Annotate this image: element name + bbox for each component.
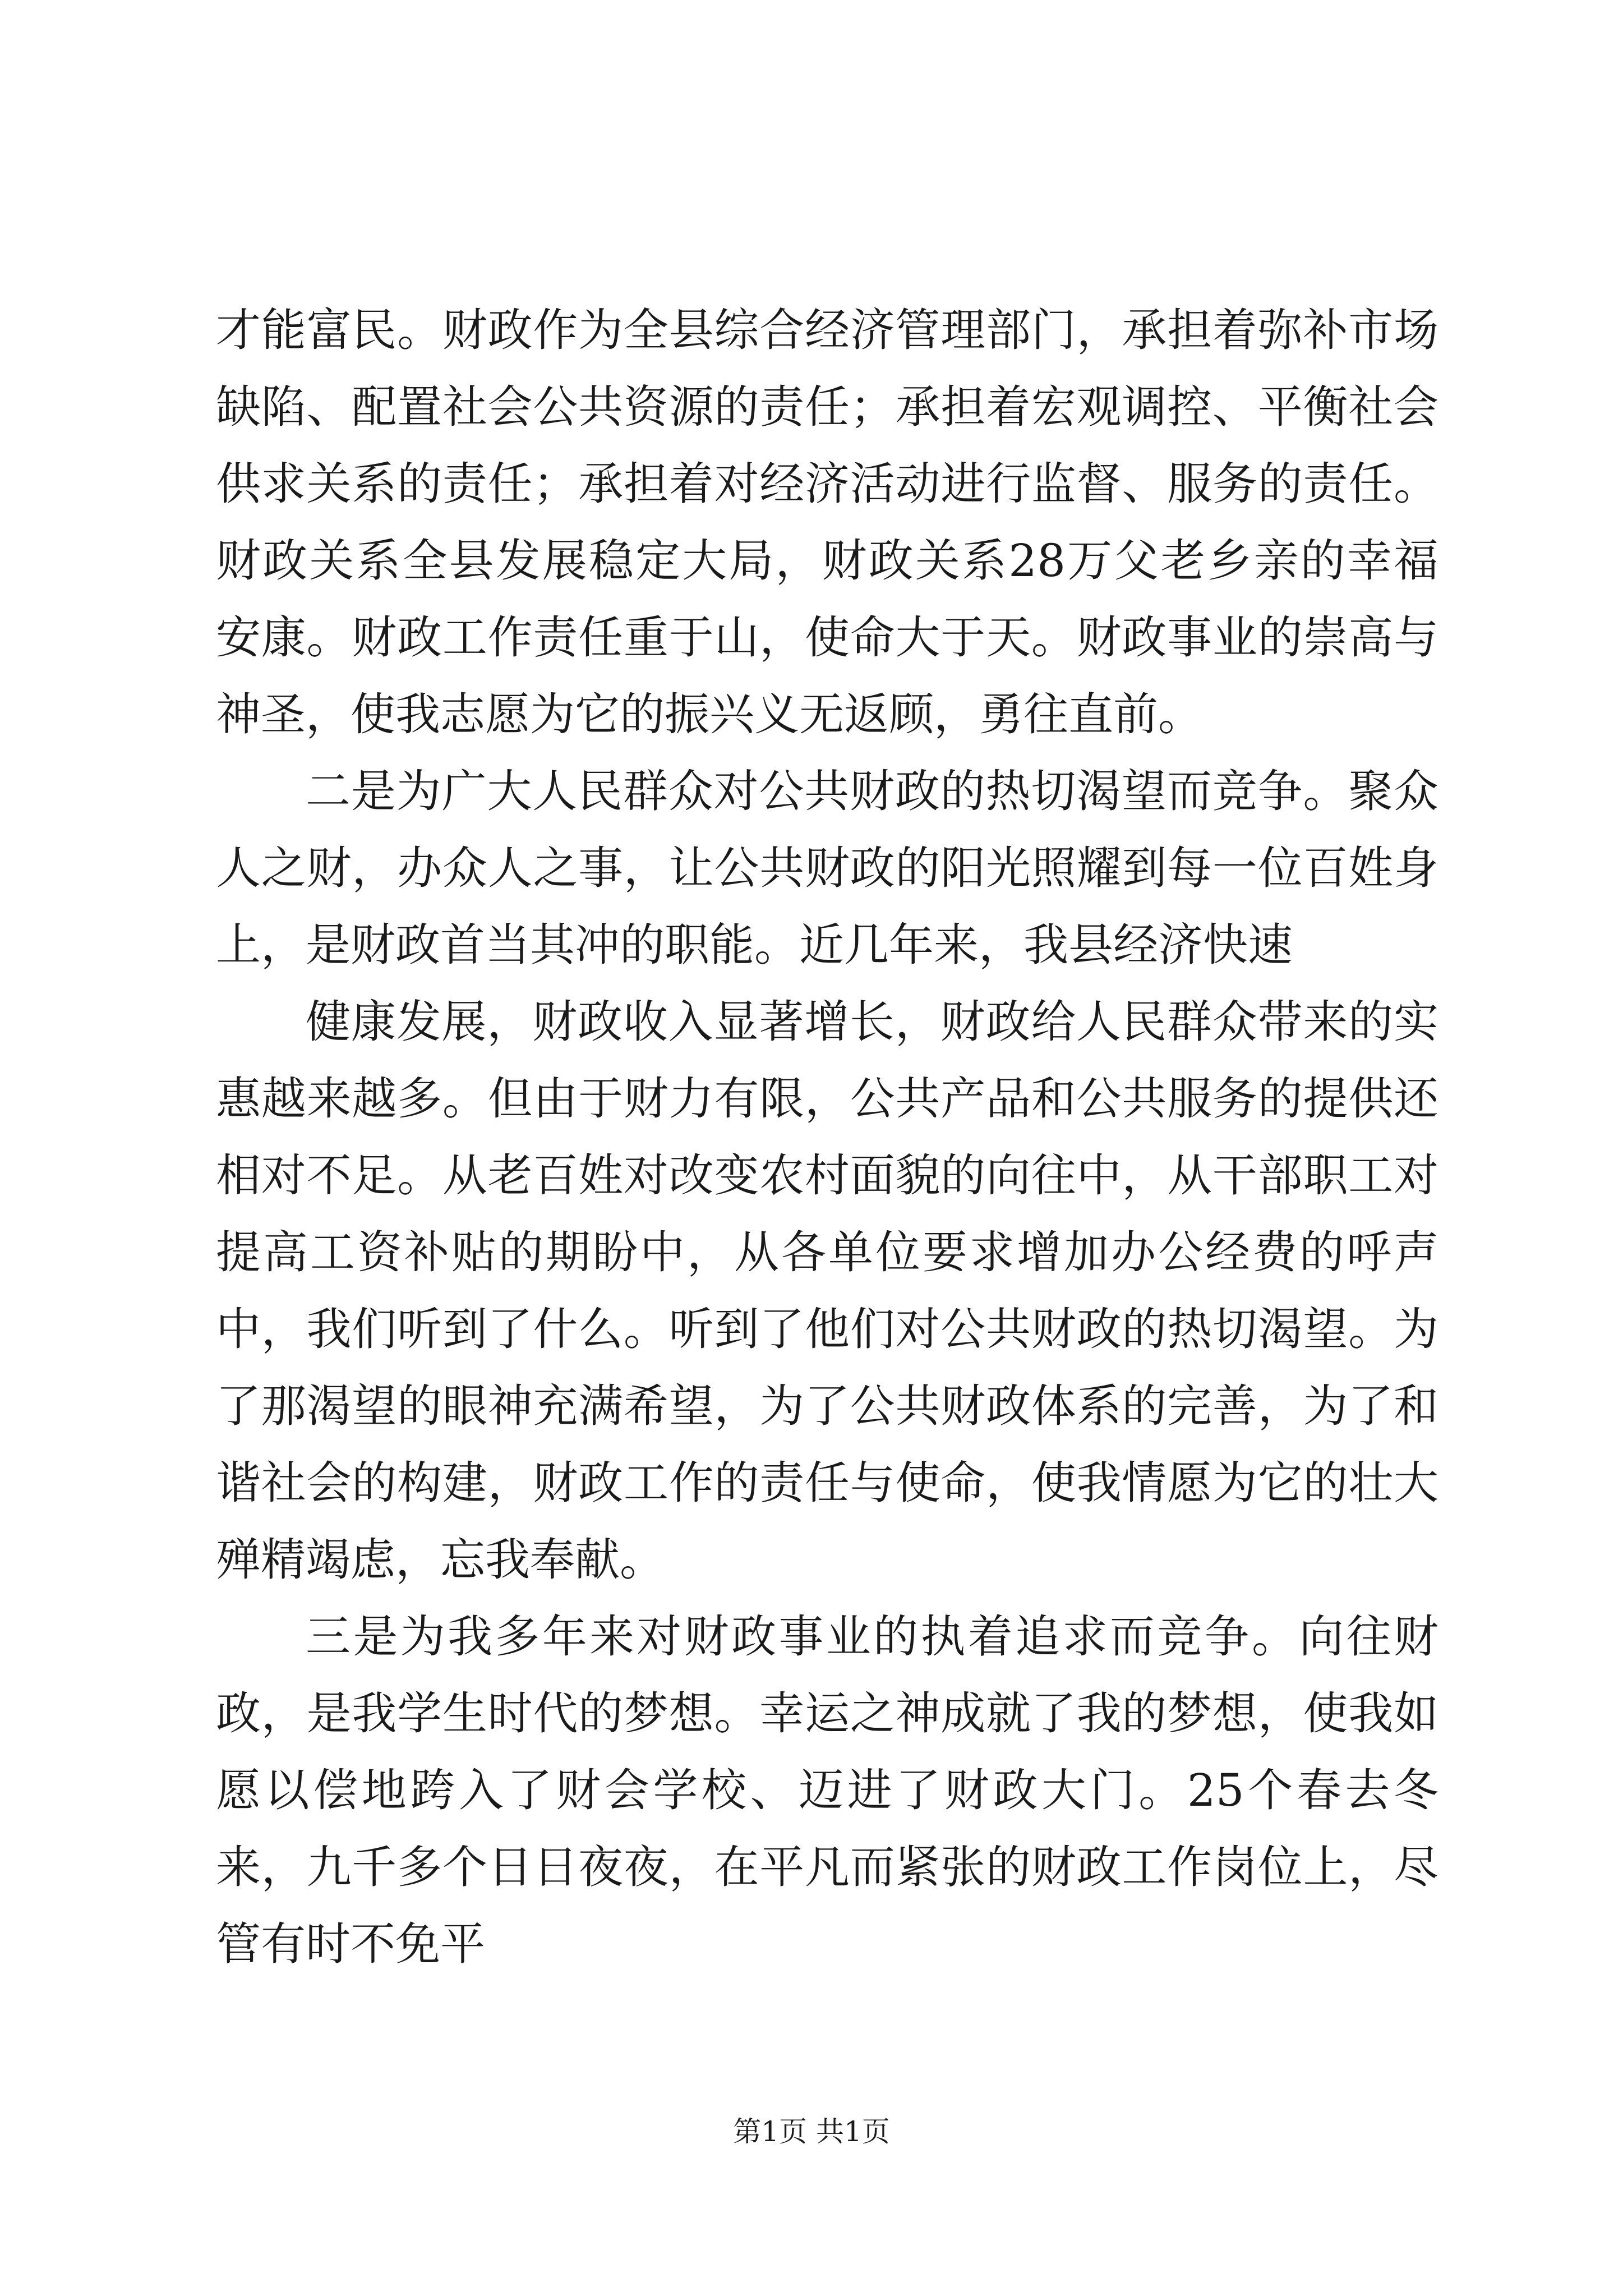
paragraph-3: 健康发展，财政收入显著增长，财政给人民群众带来的实惠越来越多。但由于财力有限，公共产品和公共服务的提供还相对不足。从老百姓对改变农村面貌的向往中，从干部职工对提高工资补贴的期盼中，从各单位要求增加办公经费的呼声中，我们听到了什么。听到了他们对公共财政的热切渴望。为了那渴望的眼神充满希望，为了公共财政体系的完善，为了和谐社会的构建，财政工作的责任与使命，使我情愿为它的壮大殚精竭虑，忘我奉献。 xyxy=(216,996,1438,1586)
paragraph-2: 二是为广大人民群众对公共财政的热切渴望而竞争。聚众人之财，办众人之事，让公共财政的阳光照耀到每一位百姓身上，是财政首当其冲的职能。近几年来，我县经济快速 xyxy=(216,765,1438,971)
page-footer: 第1页 共1页 xyxy=(733,2115,890,2148)
paragraph-1: 才能富民。财政作为全县综合经济管理部门，承担着弥补市场缺陷、配置社会公共资源的责任；承担着宏观调控、平衡社会供求关系的责任；承担着对经济活动进行监督、服务的责任。财政关系全县发展稳定大局，财政关系28万父老乡亲的幸福安康。财政工作责任重于山，使命大于天。财政事业的崇高与神圣，使我志愿为它的振兴义无返顾，勇往直前。 xyxy=(216,304,1438,740)
document-body xyxy=(216,292,1438,1982)
paragraph-4: 三是为我多年来对财政事业的执着追求而竞争。向往财政，是我学生时代的梦想。幸运之神成就了我的梦想，使我如愿以偿地跨入了财会学校、迈进了财政大门。25个春去冬来，九千多个日日夜夜，在平凡而紧张的财政工作岗位上，尽管有时不免平 xyxy=(216,1611,1438,1970)
